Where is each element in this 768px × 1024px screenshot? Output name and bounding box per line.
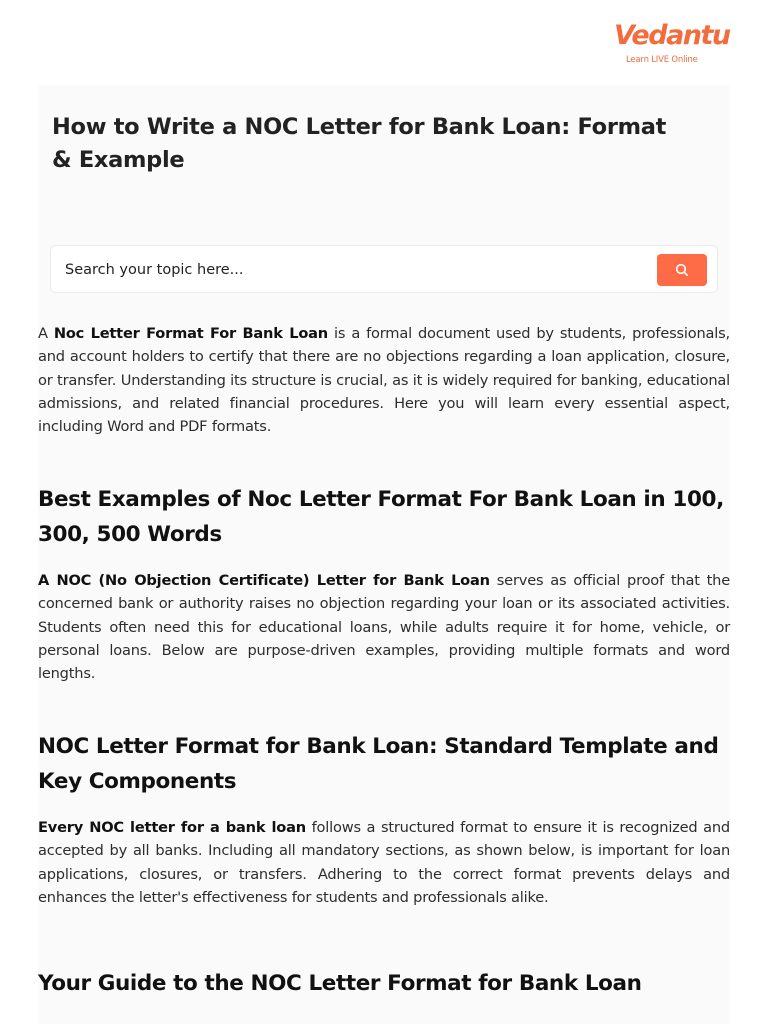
article-content [38, 85, 730, 1024]
logo-wordmark: Vedantu [614, 20, 730, 51]
section-heading-template: NOC Letter Format for Bank Loan: Standard Template and Key Components [38, 734, 719, 794]
vedantu-logo[interactable] [614, 20, 730, 72]
intro-text: is a formal document used by students, professionals, and account holders to certify that there are no objections regarding a loan application, closure, or transfer. Understanding its structure is crucial, as it is widely required for banking, educational admissions, and related financial procedures. Here you will learn every essential aspect, including Word and PDF formats. [38, 325, 731, 436]
examples-text: serves as official proof that the concerned bank or authority raises no objection regarding your loan or its associated activities. Students often need this for educational loans, while adults require it for home, vehicle, or personal loans. Below are purpose-driven examples, providing multiple formats and word lengths. [38, 572, 730, 683]
search-bar [50, 245, 718, 293]
page-title: How to Write a NOC Letter for Bank Loan: Format & Example [52, 114, 667, 173]
section-heading-guide: Your Guide to the NOC Letter Format for Bank Loan [38, 971, 642, 996]
search-button[interactable] [657, 254, 707, 286]
search-input[interactable] [65, 257, 625, 283]
intro-bold-text: Noc Letter Format For Bank Loan [53, 325, 328, 342]
logo-tagline: Learn LIVE Online [626, 55, 698, 65]
intro-prefix: A [38, 325, 54, 342]
examples-paragraph [38, 569, 730, 685]
search-icon [675, 263, 689, 277]
intro-paragraph [38, 322, 730, 438]
template-text: follows a structured format to ensure it is recognized and accepted by all banks. Including all mandatory sections, as shown below, is important for loan applications, closures, or transfers. Adhering to the correct format prevents delays and enhances the letter's effectiveness for students and professionals alike. [38, 819, 730, 906]
section-heading-examples: Best Examples of Noc Letter Format For Bank Loan in 100, 300, 500 Words [38, 487, 724, 547]
template-paragraph [38, 816, 730, 909]
template-bold-text: Every NOC letter for a bank loan [38, 819, 306, 836]
examples-bold-text: A NOC (No Objection Certificate) Letter for Bank Loan [38, 572, 490, 589]
